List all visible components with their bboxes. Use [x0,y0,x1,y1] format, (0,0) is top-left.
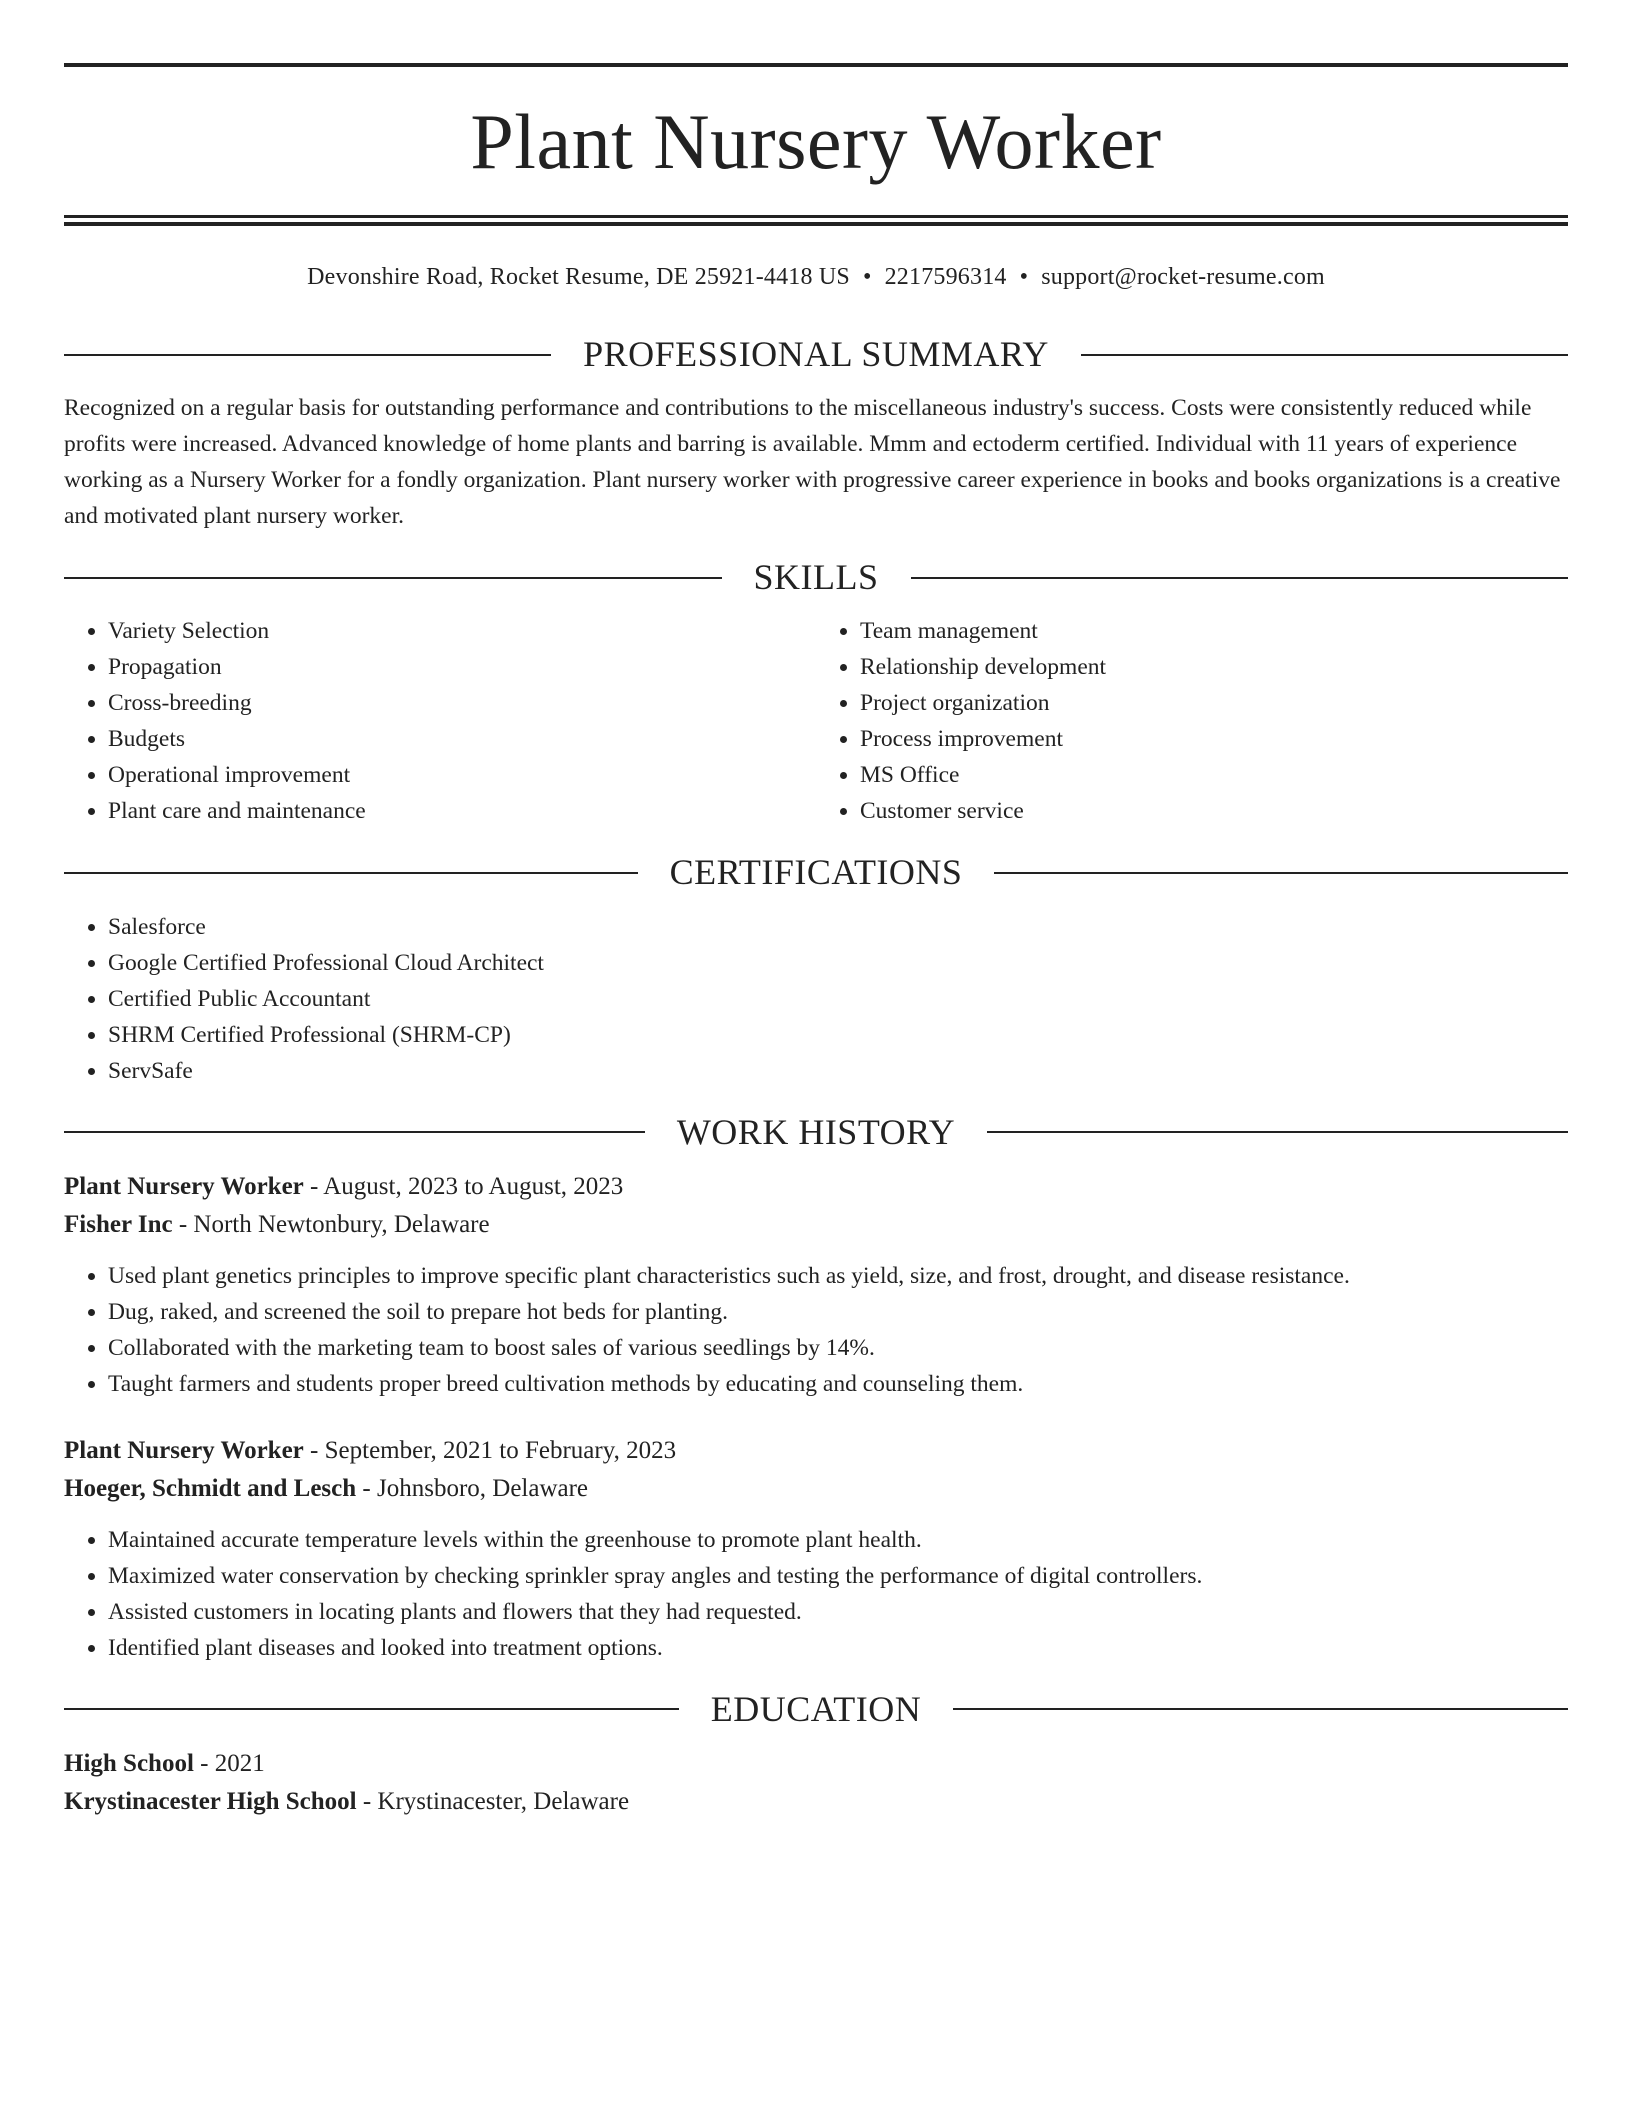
skills-heading: SKILLS [753,557,879,598]
section-rule-right [1081,354,1568,356]
certification-item: • Salesforce [108,909,1568,945]
work-heading: WORK HISTORY [676,1111,956,1152]
job-title: Plant Nursery Worker [64,1436,304,1464]
section-rule-right [987,1131,1568,1133]
section-rule-right [994,872,1568,874]
education-section-header [64,1688,1568,1731]
section-rule-left [64,577,722,579]
job-company-line [64,1470,1568,1508]
skill-item: • Relationship development [860,649,1568,685]
contact-separator: • [862,264,872,290]
job-dates: - August, 2023 to August, 2023 [303,1172,624,1200]
education-heading: EDUCATION [710,1688,922,1729]
education-location: - Krystinacester, Delaware [356,1787,630,1815]
section-rule-left [64,354,551,356]
certifications-list [64,909,1568,1089]
job-bullets [64,1522,1568,1666]
certification-item: • Google Certified Professional Cloud Architect [108,945,1568,981]
section-rule-left [64,1708,679,1710]
job-bullets [64,1258,1568,1402]
job-company: Hoeger, Schmidt and Lesch [64,1474,357,1502]
section-rule-left [64,872,638,874]
candidate-name: Plant Nursery Worker [470,98,1162,185]
skill-item: • Cross-breeding [108,685,816,721]
job-location: - North Newtonbury, Delaware [172,1210,490,1238]
double-rule [64,215,1568,226]
job-company-line [64,1206,1568,1244]
contact-line [64,264,1568,291]
job-location: - Johnsboro, Delaware [356,1474,589,1502]
job-bullet: • Used plant genetics principles to improve specific plant characteristics such as yield, size, and frost, drought, and disease resistance. [108,1258,1568,1294]
job-bullet: • Assisted customers in locating plants and flowers that they had requested. [108,1594,1568,1630]
education-school: Krystinacester High School [64,1787,357,1815]
job-bullet: • Identified plant diseases and looked into treatment options. [108,1630,1568,1666]
certification-item: • SHRM Certified Professional (SHRM-CP) [108,1017,1568,1053]
skill-item: • Budgets [108,721,816,757]
skill-item: • Customer service [860,793,1568,829]
skills-columns [64,599,1568,829]
job-bullet: • Collaborated with the marketing team to boost sales of various seedlings by 14%. [108,1330,1568,1366]
skill-item: • Process improvement [860,721,1568,757]
summary-text: Recognized on a regular basis for outstanding performance and contributions to the miscellaneous industry's success. Costs were consistently reduced while profits were increased. Advanced knowledge of home plants and barring is available. Mmm and ectoderm certified. Individual with 11 years of experience working as a Nursery Worker for a fondly organization. Plant nursery worker with progressive career experience in books and books organizations is a creative and motivated plant nursery worker. [64,395,1561,530]
job-title-line [64,1168,1568,1206]
job-bullet: • Taught farmers and students proper breed cultivation methods by educating and counseling them. [108,1366,1568,1402]
skill-item: • MS Office [860,757,1568,793]
skills-section-header [64,556,1568,599]
section-rule-left [64,1131,645,1133]
skill-item: • Plant care and maintenance [108,793,816,829]
job-company: Fisher Inc [64,1210,173,1238]
contact-phone[interactable]: 2217596314 [884,264,1007,290]
summary-heading: PROFESSIONAL SUMMARY [583,334,1049,374]
contact-address: Devonshire Road, Rocket Resume, DE 25921-4418 US [307,264,850,290]
skill-item: • Project organization [860,685,1568,721]
top-rule [64,63,1568,67]
skill-item: • Operational improvement [108,757,816,793]
certifications-section-header [64,851,1568,894]
education-degree-line [64,1745,1568,1783]
job-title-line [64,1432,1568,1470]
job-bullet: • Maximized water conservation by checking sprinkler spray angles and testing the performance of digital controllers. [108,1558,1568,1594]
section-rule-right [911,577,1569,579]
education-school-line [64,1783,1568,1821]
job-bullet: • Maintained accurate temperature levels within the greenhouse to promote plant health. [108,1522,1568,1558]
skill-item: • Variety Selection [108,613,816,649]
work-section-header [64,1111,1568,1154]
certification-item: • ServSafe [108,1053,1568,1089]
skills-list-right [816,613,1568,829]
contact-email[interactable]: support@rocket-resume.com [1041,264,1325,290]
job-bullet: • Dug, raked, and screened the soil to prepare hot beds for planting. [108,1294,1568,1330]
skill-item: • Team management [860,613,1568,649]
education-degree: High School [64,1749,194,1777]
job-entry [64,1168,1568,1402]
contact-separator: • [1019,264,1029,290]
job-entry [64,1432,1568,1666]
summary-section-header [64,333,1568,376]
education-year: - 2021 [193,1749,265,1777]
certifications-heading: CERTIFICATIONS [669,852,963,893]
section-rule-right [953,1708,1568,1710]
skill-item: • Propagation [108,649,816,685]
skills-list-left [64,613,816,829]
certification-item: • Certified Public Accountant [108,981,1568,1017]
job-dates: - September, 2021 to February, 2023 [303,1436,677,1464]
job-title: Plant Nursery Worker [64,1172,304,1200]
